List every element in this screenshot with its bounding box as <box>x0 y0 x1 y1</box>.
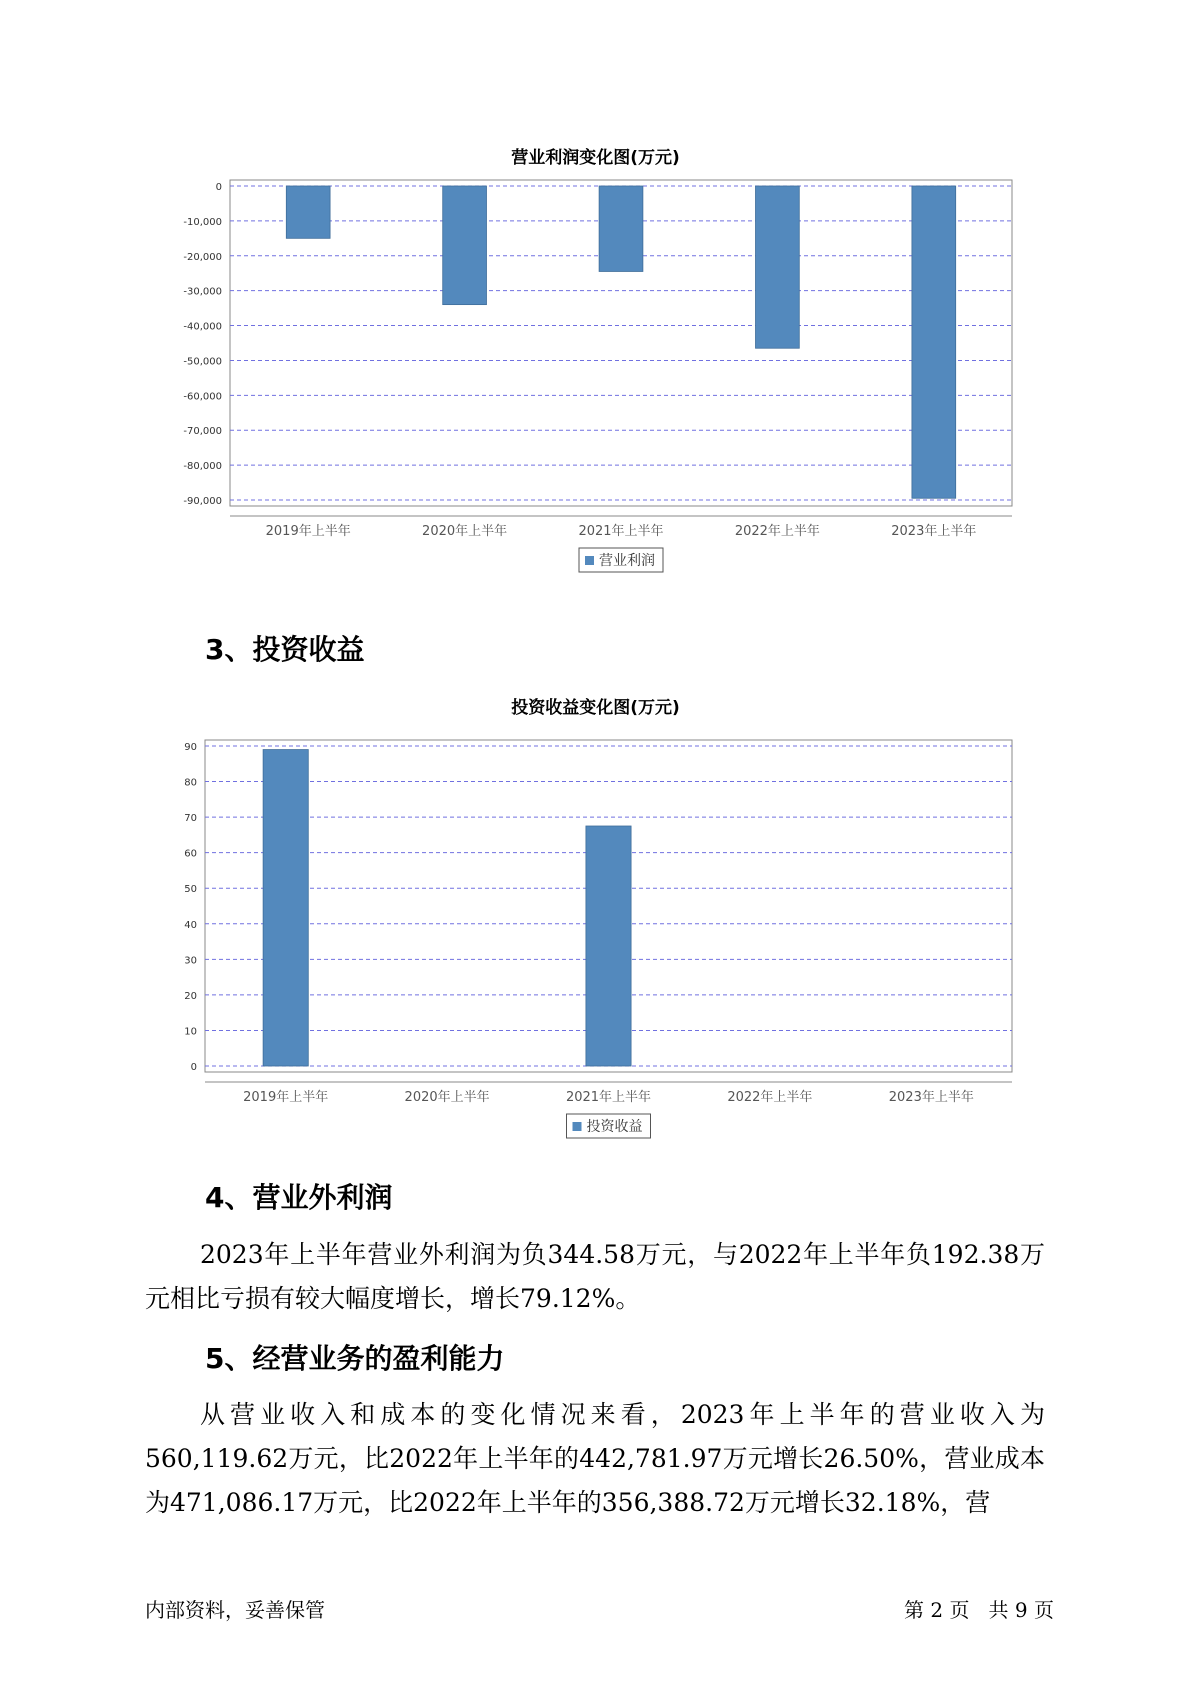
y-tick-label: -90,000 <box>183 496 222 507</box>
x-tick-label: 2021年上半年 <box>578 524 664 539</box>
y-tick-label: 80 <box>184 777 197 789</box>
x-tick-label: 2022年上半年 <box>727 1090 813 1105</box>
bar <box>912 186 956 498</box>
x-tick-label: 2021年上半年 <box>565 1090 652 1105</box>
bar <box>443 186 487 305</box>
bar <box>263 750 308 1066</box>
y-tick-label: -50,000 <box>183 356 222 368</box>
legend-label: 营业利润 <box>599 553 655 569</box>
y-tick-label: -30,000 <box>183 286 222 298</box>
y-tick-label: 20 <box>184 990 197 1002</box>
y-tick-label: -20,000 <box>183 251 222 263</box>
y-tick-label: -10,000 <box>183 216 222 228</box>
bar <box>756 186 800 348</box>
footer-confidential-note: 内部资料，妥善保管 <box>145 1598 325 1622</box>
section-heading-non-operating: 4、营业外利润 <box>205 1181 393 1214</box>
x-tick-label: 2022年上半年 <box>734 524 820 539</box>
y-tick-label: 50 <box>184 884 197 896</box>
bar <box>599 186 643 271</box>
y-tick-label: 0 <box>190 1062 197 1073</box>
y-tick-label: 90 <box>184 742 197 753</box>
non-operating-paragraph: 2023年上半年营业外利润为负344.58万元，与2022年上半年负192.38万元相比亏损有较大幅度增长，增长79.12%。 <box>145 1240 1045 1313</box>
y-tick-label: 70 <box>184 813 197 825</box>
footer-page-number: 第 2 页 共 9 页 <box>904 1598 1054 1622</box>
y-tick-label: 30 <box>184 955 197 967</box>
y-tick-label: -70,000 <box>183 426 222 438</box>
section-heading-investment: 3、投资收益 <box>205 633 365 666</box>
x-tick-label: 2023年上半年 <box>891 524 977 539</box>
y-tick-label: 0 <box>215 182 222 193</box>
profitability-paragraph: 从营业收入和成本的变化情况来看，2023年上半年的营业收入为560,119.62万元，比2022年上半年的442,781.97万元增长26.50%，营业成本为471,086.17万元，比2022年上半年的356,388.72万元增长32.18%，营 <box>145 1400 1045 1517</box>
y-tick-label: 10 <box>184 1026 197 1038</box>
y-tick-label: 60 <box>184 848 197 860</box>
x-tick-label: 2020年上半年 <box>404 1090 490 1105</box>
x-tick-label: 2019年上半年 <box>265 524 351 539</box>
operating-profit-chart <box>0 160 1191 600</box>
legend-swatch <box>585 556 594 565</box>
investment-income-chart <box>0 710 1191 1150</box>
legend-swatch <box>573 1122 582 1131</box>
section-heading-profitability: 5、经营业务的盈利能力 <box>205 1342 505 1375</box>
y-tick-label: -60,000 <box>183 391 222 403</box>
chart-title-operating-profit: 营业利润变化图(万元) <box>511 148 680 168</box>
x-tick-label: 2020年上半年 <box>422 524 508 539</box>
chart-title-investment-income: 投资收益变化图(万元) <box>511 698 680 718</box>
bar <box>586 826 631 1066</box>
y-tick-label: -80,000 <box>183 461 222 473</box>
x-tick-label: 2019年上半年 <box>243 1090 329 1105</box>
bar <box>286 186 330 238</box>
y-tick-label: -40,000 <box>183 321 222 333</box>
x-tick-label: 2023年上半年 <box>888 1090 974 1105</box>
y-tick-label: 40 <box>184 919 197 931</box>
legend-label: 投资收益 <box>586 1119 643 1135</box>
